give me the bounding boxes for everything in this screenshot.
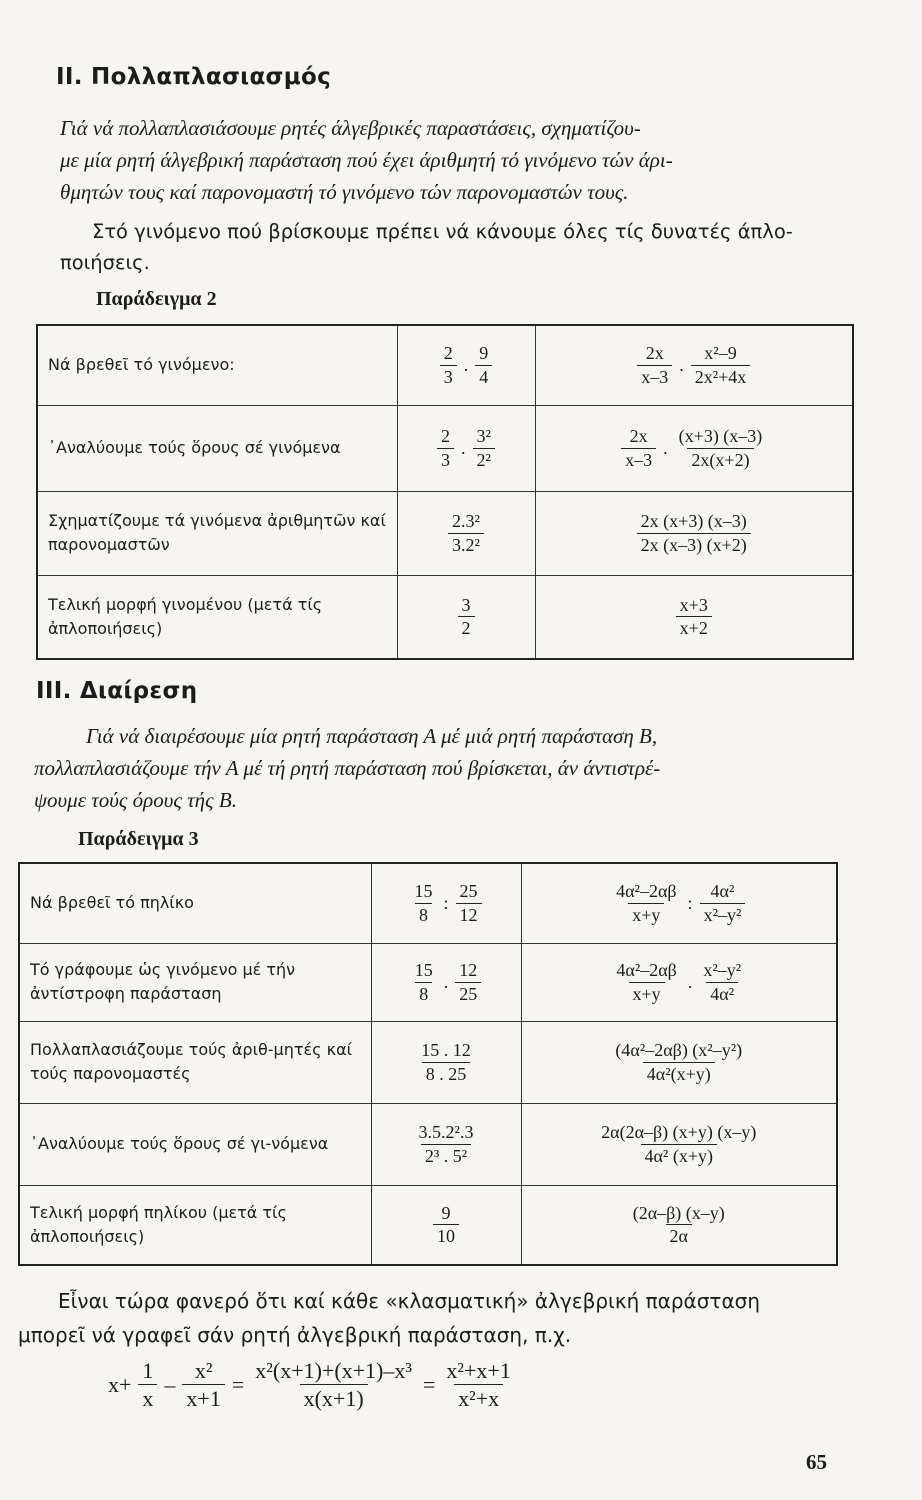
numeric-cell <box>371 1103 521 1185</box>
fraction: $\frac{\text{x²–y²}}{\text{4α²}}$ <box>703 959 742 1004</box>
rule-line: με μία ρητή άλγεβρική παράσταση πού έχει άριθμητή τό γινόμενο τών άρι- <box>60 148 673 172</box>
row-label: Τελική μορφή πηλίκου (μετά τίς ἀπλοποιήσεις) <box>19 1185 371 1265</box>
fraction: $\frac{15}{8}$ <box>414 959 433 1004</box>
row-label: Πολλαπλασιάζουμε τούς ἀριθ-μητές καί τούς παρονομαστές <box>19 1021 371 1103</box>
fraction: $\frac{\text{x²(x+1)+(x+1)–x³}}{x(x+1)}$ <box>255 1358 412 1412</box>
rule-line: Γιά νά πολλαπλασιάσουμε ρητές άλγεβρικές παραστάσεις, σχηματίζου- <box>60 116 641 140</box>
row-label: Νά βρεθεῖ τό πηλίκο <box>19 863 371 943</box>
fraction: $\frac{\text{4α²–2αβ}}{x+y}$ <box>616 881 677 925</box>
fraction: $\frac{15 . 12}{8 . 25}$ <box>421 1039 471 1084</box>
row-label: ᾿Αναλύουμε τούς ὅρους σέ γινόμενα <box>37 405 397 491</box>
note-line: Στό γινόμενο πού βρίσκουμε πρέπει νά κάνουμε όλες τίς δυνατές άπλο- <box>92 220 793 243</box>
fraction: $\frac{\text{(4α²–2αβ) (x²–y²)}}{\text{4α²(x+y)}}$ <box>615 1039 743 1084</box>
table-row <box>19 1185 837 1265</box>
fraction: $\frac{25}{12}$ <box>456 881 482 925</box>
table-row <box>37 575 853 659</box>
fraction: $\frac{15}{8}$ <box>414 881 433 925</box>
numeric-cell: $\frac{2}{3}$ . $\frac{\text{3²}}{\text{2²}}$ <box>397 405 535 491</box>
fraction: $\frac{\text{x²+x+1}}{\text{x²+x}}$ <box>446 1358 511 1412</box>
fraction: $\frac{2\alpha(2\alpha-\beta) (x+y) (x-y)}{\text{4α² (x+y)}}$ <box>601 1121 757 1166</box>
numeric-cell <box>397 491 535 575</box>
fraction: $\frac{9}{4}$ <box>475 343 492 387</box>
algebraic-cell <box>535 575 853 659</box>
table-row <box>19 1103 837 1185</box>
algebraic-cell <box>535 491 853 575</box>
fraction: $\frac{2x}{x-3}$ <box>621 426 656 470</box>
algebraic-cell: $\frac{2x}{x-3}$ . $\frac{\text{x²–9}}{\text{2x²+4x}}$ <box>535 325 853 405</box>
example-3-title: Παράδειγμα 3 <box>78 828 199 850</box>
row-label: Τελική μορφή γινομένου (μετά τίς ἀπλοποιήσεις) <box>37 575 397 659</box>
fraction: $\frac{(2\alpha-\beta) (x-y)}{2\alpha}$ <box>632 1202 725 1247</box>
example-equation: x+ $\frac{1}{x}$ – $\frac{\text{x²}}{x+1}$ = $\frac{\text{x²(x+1)+(x+1)–x³}}{x(x+1)}$ = $\frac{\text{x²+x+1}}{\text{x²+x}}$ <box>104 1358 518 1412</box>
fraction: $\frac{\text{2.3²}}{\text{3.2²}}$ <box>448 511 484 555</box>
section-title-division: III. Διαίρεση <box>36 678 198 704</box>
note-line: ποιήσεις. <box>60 251 150 274</box>
rule-line: ψουμε τούς όρους τής Β. <box>34 788 237 812</box>
rule-line: Γιά νά διαιρέσουμε μία ρητή παράσταση Α μέ μιά ρητή παράσταση Β, <box>86 724 658 748</box>
rule-line: θμητών τους καί παρονομαστή τό γινόμενο τών παρονομαστών τους. <box>60 180 629 204</box>
table-row <box>37 325 853 405</box>
multiplication-rule <box>60 112 848 208</box>
example-2-table <box>36 324 854 660</box>
closing-line: μπορεῖ νά γραφεῖ σάν ρητή ἀλγεβρική παράσταση, π.χ. <box>18 1323 572 1347</box>
fraction: $\frac{\text{3²}}{\text{2²}}$ <box>473 426 495 470</box>
fraction: $\frac{2}{3}$ <box>440 343 457 387</box>
division-rule <box>34 720 852 816</box>
fraction: $\frac{3}{2}$ <box>458 595 475 639</box>
fraction: $\frac{\text{x²}}{x+1}$ <box>182 1358 224 1412</box>
fraction: $\frac{x+3}{x+2}$ <box>676 595 712 639</box>
row-label: Νά βρεθεῖ τό γινόμενο: <box>37 325 397 405</box>
fraction: $\frac{2x (x+3) (x-3)}{2x (x-3) (x+2)}$ <box>637 511 751 555</box>
closing-paragraph <box>18 1284 854 1352</box>
fraction: $\frac{9}{10}$ <box>433 1203 459 1247</box>
table-row <box>19 1021 837 1103</box>
fraction: $\frac{\text{4α²}}{\text{x²–y²}}$ <box>700 881 746 925</box>
rule-line: πολλαπλασιάζουμε τήν Α μέ τή ρητή παράσταση πού βρίσκεται, άν άντιστρέ- <box>34 756 661 780</box>
algebraic-cell <box>521 1103 837 1185</box>
algebraic-cell: $\frac{2x}{x-3}$ . $\frac{(x+3) (x-3)}{2x(x+2)}$ <box>535 405 853 491</box>
algebraic-cell: $\frac{\text{4α²–2αβ}}{x+y}$ : $\frac{\text{4α²}}{\text{x²–y²}}$ <box>521 863 837 943</box>
table-row <box>19 943 837 1021</box>
example-2-title: Παράδειγμα 2 <box>96 288 217 310</box>
fraction: $\frac{12}{25}$ <box>455 960 481 1004</box>
section-title-multiplication: II. Πολλαπλασιασμός <box>56 64 332 90</box>
numeric-cell: $\frac{2}{3}$ . $\frac{9}{4}$ <box>397 325 535 405</box>
numeric-cell <box>371 1021 521 1103</box>
fraction: $\frac{\text{3.5.2².3}}{\text{2³ . 5²}}$ <box>418 1121 474 1166</box>
numeric-cell <box>371 1185 521 1265</box>
example-3-table <box>18 862 838 1266</box>
table-row <box>19 863 837 943</box>
fraction: $\frac{(x+3) (x-3)}{2x(x+2)}$ <box>678 425 763 470</box>
row-label: Σχηματίζουμε τά γινόμενα ἀριθμητῶν καί παρονομαστῶν <box>37 491 397 575</box>
fraction: $\frac{1}{x}$ <box>138 1358 157 1412</box>
row-label: ᾿Αναλύουμε τούς ὅρους σέ γι-νόμενα <box>19 1103 371 1185</box>
algebraic-cell <box>521 1185 837 1265</box>
fraction: $\frac{\text{4α²–2αβ}}{x+y}$ <box>616 959 677 1004</box>
fraction: $\frac{2}{3}$ <box>437 426 454 470</box>
numeric-cell <box>397 575 535 659</box>
numeric-cell: $\frac{15}{8}$ : $\frac{25}{12}$ <box>371 863 521 943</box>
simplification-note <box>60 216 852 278</box>
closing-line: Εἶναι τώρα φανερό ὅτι καί κάθε «κλασματική» ἀλγεβρική παράσταση <box>58 1289 760 1313</box>
fraction: $\frac{\text{x²–9}}{\text{2x²+4x}}$ <box>691 343 751 387</box>
table-row <box>37 405 853 491</box>
page-number: 65 <box>806 1450 827 1474</box>
algebraic-cell <box>521 1021 837 1103</box>
table-row <box>37 491 853 575</box>
fraction: $\frac{2x}{x-3}$ <box>637 343 672 387</box>
row-label: Τό γράφουμε ὡς γινόμενο μέ τήν ἀντίστροφη παράσταση <box>19 943 371 1021</box>
algebraic-cell: $\frac{\text{4α²–2αβ}}{x+y}$ . $\frac{\text{x²–y²}}{\text{4α²}}$ <box>521 943 837 1021</box>
numeric-cell: $\frac{15}{8}$ . $\frac{12}{25}$ <box>371 943 521 1021</box>
